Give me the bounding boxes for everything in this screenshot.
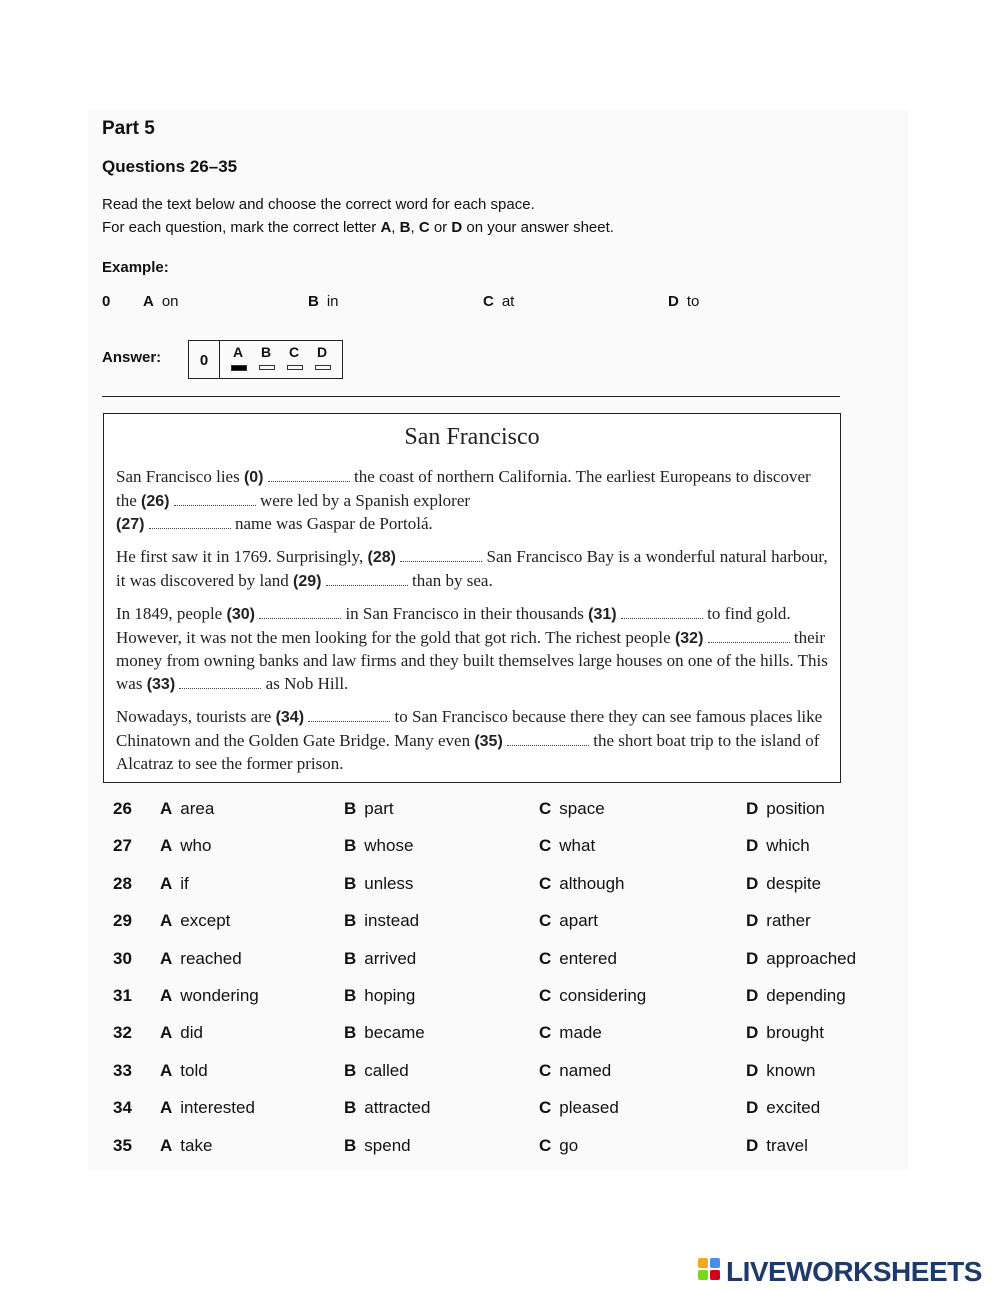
passage-paragraph-3: In 1849, people (30) in San Francisco in their thousands (31) to find gold. However, it was not the men looking for the gold that got rich. The richest people (32) their money from owning banks and law firms and they built themselves large houses on one of the hills. This was (33) as Nob Hill.	[116, 604, 828, 693]
question-number: 31	[113, 986, 132, 1005]
gap-31[interactable]	[621, 606, 703, 619]
option-c-34[interactable]: C pleased	[539, 1098, 619, 1118]
option-a-29[interactable]: A except	[160, 911, 231, 931]
passage-title: San Francisco	[404, 424, 540, 450]
answer-letter-a: A	[233, 344, 244, 360]
example-option-a: A on	[143, 293, 179, 310]
option-a-33[interactable]: A told	[160, 1060, 208, 1080]
gap-35[interactable]	[507, 733, 589, 746]
option-d-27[interactable]: D which	[746, 836, 810, 856]
question-number: 29	[113, 911, 132, 931]
option-b-27[interactable]: B whose	[344, 836, 414, 856]
option-b-29[interactable]: B instead	[344, 911, 420, 931]
answer-mark-a-filled	[231, 365, 247, 371]
passage-paragraph-1: San Francisco lies (0) the coast of northern California. The earliest Europeans to discover the (26) were led by a Spanish explorer (27) name was Gaspar de Portolá.	[116, 467, 811, 533]
gap-27[interactable]	[149, 516, 231, 529]
question-number: 30	[113, 948, 132, 968]
option-b-32[interactable]: B became	[344, 1023, 425, 1043]
question-number: 35	[113, 1135, 132, 1155]
option-b-26[interactable]: B part	[344, 799, 394, 818]
example-option-d: D to	[668, 293, 700, 310]
question-number: 26	[113, 799, 132, 818]
option-d-32[interactable]: D brought	[746, 1023, 824, 1043]
answer-letter-b: B	[261, 344, 272, 360]
answer-letter-d: D	[317, 344, 328, 360]
option-c-26[interactable]: C space	[539, 799, 605, 818]
option-a-31[interactable]: A wondering	[160, 986, 259, 1005]
option-d-31[interactable]: D depending	[746, 986, 846, 1005]
example-option-c: C at	[483, 293, 515, 310]
option-c-29[interactable]: C apart	[539, 911, 599, 931]
option-b-28[interactable]: B unless	[344, 873, 414, 893]
gap-32[interactable]	[708, 630, 790, 643]
answer-grid	[188, 340, 343, 379]
option-c-30[interactable]: C entered	[539, 948, 617, 968]
question-number: 27	[113, 836, 132, 856]
option-d-29[interactable]: D rather	[746, 911, 811, 931]
option-b-33[interactable]: B called	[344, 1060, 409, 1080]
option-c-31[interactable]: C considering	[539, 986, 647, 1005]
option-d-34[interactable]: D excited	[746, 1098, 821, 1118]
gap-34[interactable]	[308, 709, 390, 722]
option-c-33[interactable]: C named	[539, 1060, 612, 1080]
gap-29[interactable]	[326, 573, 408, 586]
passage-paragraph-2: He first saw it in 1769. Surprisingly, (28) San Francisco Bay is a wonderful natural harbour, it was discovered by land (29) than by sea.	[116, 547, 828, 590]
gap-26[interactable]	[174, 493, 256, 506]
option-b-31[interactable]: B hoping	[344, 986, 416, 1005]
instruction-line-1: Read the text below and choose the correct word for each space.	[102, 196, 535, 213]
instruction-line-2: For each question, mark the correct letter A, B, C or D on your answer sheet.	[102, 219, 614, 236]
answer-mark-d	[315, 365, 331, 370]
option-c-35[interactable]: C go	[539, 1135, 579, 1155]
question-number: 33	[113, 1060, 132, 1080]
option-b-35[interactable]: B spend	[344, 1135, 411, 1155]
divider-line	[102, 396, 840, 397]
option-c-32[interactable]: C made	[539, 1023, 602, 1043]
questions-range: Questions 26–35	[102, 157, 238, 176]
gap-28[interactable]	[400, 549, 482, 562]
option-a-34[interactable]: A interested	[160, 1098, 255, 1118]
option-b-30[interactable]: B arrived	[344, 948, 417, 968]
option-a-28[interactable]: A if	[160, 873, 189, 893]
answer-mark-b	[259, 365, 275, 370]
answer-label: Answer:	[102, 349, 162, 366]
option-d-35[interactable]: D travel	[746, 1135, 808, 1155]
answer-number: 0	[189, 341, 220, 378]
option-a-26[interactable]: A area	[160, 799, 215, 818]
instructions	[102, 193, 614, 239]
answer-mark-c	[287, 365, 303, 370]
example-number: 0	[102, 293, 111, 310]
example-label: Example:	[102, 259, 169, 276]
option-c-28[interactable]: C although	[539, 873, 625, 893]
question-number: 32	[113, 1023, 132, 1043]
example-option-b: B in	[308, 293, 339, 310]
passage-box	[103, 413, 841, 783]
liveworksheets-logo-text: LIVEWORKSHEETS	[726, 1256, 982, 1287]
option-a-35[interactable]: A take	[160, 1135, 213, 1155]
gap-30[interactable]	[259, 606, 341, 619]
option-b-34[interactable]: B attracted	[344, 1098, 431, 1118]
gap-33[interactable]	[179, 676, 261, 689]
option-a-30[interactable]: A reached	[160, 948, 242, 968]
option-d-33[interactable]: D known	[746, 1060, 816, 1080]
part-heading: Part 5	[102, 118, 155, 139]
option-d-30[interactable]: D approached	[746, 948, 857, 968]
question-number: 28	[113, 873, 132, 893]
option-a-32[interactable]: A did	[160, 1023, 203, 1043]
option-a-27[interactable]: A who	[160, 836, 212, 856]
question-number: 34	[113, 1098, 132, 1118]
option-c-27[interactable]: C what	[539, 836, 596, 856]
answer-letter-c: C	[289, 344, 300, 360]
option-d-26[interactable]: D position	[746, 799, 825, 818]
liveworksheets-logo-icon	[698, 1258, 722, 1282]
passage-paragraph-4: Nowadays, tourists are (34) to San Francisco because there they can see famous places like Chinatown and the Golden Gate Bridge. Many even (35) the short boat trip to the island of Alcatraz to see the former prison.	[116, 707, 823, 773]
option-d-28[interactable]: D despite	[746, 873, 822, 893]
